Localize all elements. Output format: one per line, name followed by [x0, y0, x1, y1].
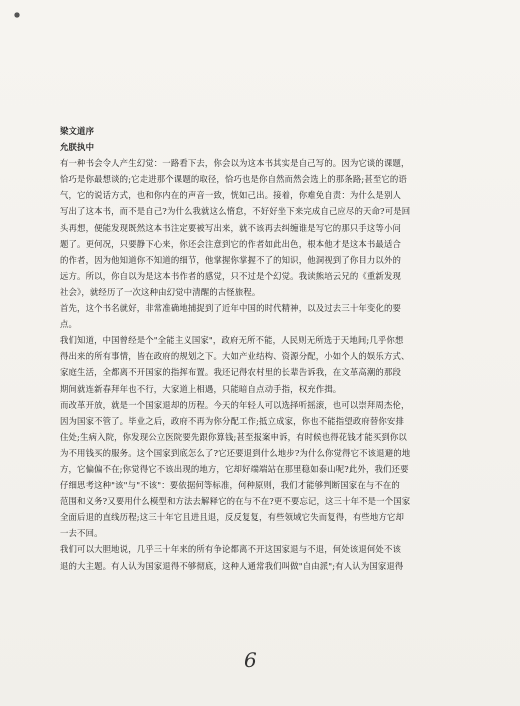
- text-line: 我们可以大胆地说，几乎三十年来的所有争论都离不开这国家退与不退，何处该退何处不该: [60, 544, 401, 555]
- text-line: 气，它的说话方式，也和你内在的声音一致，恍如己出。接着，你难免自责：为什么是别人: [60, 190, 401, 201]
- scan-mark: [12, 10, 22, 20]
- text-line: 家庭生活，全都离不开国家的指挥布置。我还记得农村里的长辈告诉我，在文革高潮的那段: [60, 367, 401, 378]
- body-text: [60, 123, 480, 574]
- text-line: 范围和义务?又要用什么模型和方法去解释它的在与不在?更不要忘记，这三十年不是一个国家: [60, 496, 411, 507]
- author-line: 梁文道序: [60, 126, 95, 136]
- text-line: 社会》，就经历了一次这种由幻觉中清醒的古怪旅程。: [60, 286, 261, 297]
- text-line: 退的大主题。有人认为国家退得不够彻底，这种人通常我们叫做"自由派";有人认为国家退得: [60, 560, 404, 571]
- text-line: 写出了这本书，而不是自己?为什么我就这么惰怠，不好好坐下来完成自己应尽的天命?可是回: [60, 206, 411, 217]
- text-line: 为不用钱买的服务。这个国家到底怎么了?它还要退到什么地步?为什么你觉得它不该退避的地: [60, 447, 411, 458]
- text-line: 有一种书会令人产生幻觉：一路看下去，你会以为这本书其实是自己写的。因为它谈的课题，: [60, 158, 410, 169]
- text-line: 点。: [60, 319, 78, 330]
- text-line: 因为国家不管了。毕业之后，政府不再为你分配工作;抵立成家，你也不能指望政府替你安排: [60, 415, 404, 426]
- text-line: 期间就连新春拜年也不行，大家道上相遇，只能暗自点动手指，权充作揖。: [60, 383, 342, 394]
- text-line: 头再想，便能发现既然这本书注定要被写出来，就不该再去纠缠谁是写它的那只手这等小问: [60, 222, 401, 233]
- text-line: 得出来的所有事情，皆在政府的规划之下。大如产业结构、资源分配，小如个人的娱乐方式、: [60, 351, 410, 362]
- text-line: 我们知道，中国曾经是个"全能主义国家"，政府无所不能，人民则无所选于天地间;几乎你想: [60, 335, 404, 346]
- text-line: 的作者，因为他知道你不知道的细节，他掌握你掌握不了的知识，他洞视到了你目力以外的: [60, 254, 401, 265]
- text-line: 仔细思考这种"该"与"不该"：要依据何等标准，何种原则，我们才能够判断国家在与不在的: [60, 480, 400, 491]
- text-line: 方，它偏偏不在;你觉得它不该出现的地方，它却好端端站在那里稳如泰山呢?此外，我们还要: [60, 463, 409, 474]
- text-line: 首先，这个书名就好，非常准确地捕捉到了近年中国的时代精神，以及过去三十年变化的要: [60, 303, 401, 314]
- text-line: 全面后退的直线历程;这三十年它且进且退，反反复复，有些领域它失而复得，有些地方它却: [60, 512, 404, 523]
- text-line: 题了。更何况，只要静下心来，你还会注意到它的作者如此出色，根本他才是这本书最适合: [60, 238, 401, 249]
- text-line: 远方。所以，你自以为是这本书作者的感觉，只不过是个幻觉。我读熊培云兄的《重新发现: [60, 270, 401, 281]
- text-line: 一去不回。: [60, 528, 103, 539]
- text-line: 恰巧是你最想谈的;它走进那个课题的取径，恰巧也是你自然而然会选上的那条路;甚至它的语: [60, 174, 407, 185]
- page-number: 6: [244, 648, 257, 672]
- title-line: 允朕执中: [60, 142, 95, 153]
- text-line: 住处;生病入院，你发现公立医院要先跟你算钱;甚至报案申诉，有时候也得花钱才能买到你以: [60, 431, 407, 442]
- text-line: 而改革开放，就是一个国家退却的历程。今天的年轻人可以选择听摇滚，也可以崇拜周杰伦，: [60, 399, 410, 410]
